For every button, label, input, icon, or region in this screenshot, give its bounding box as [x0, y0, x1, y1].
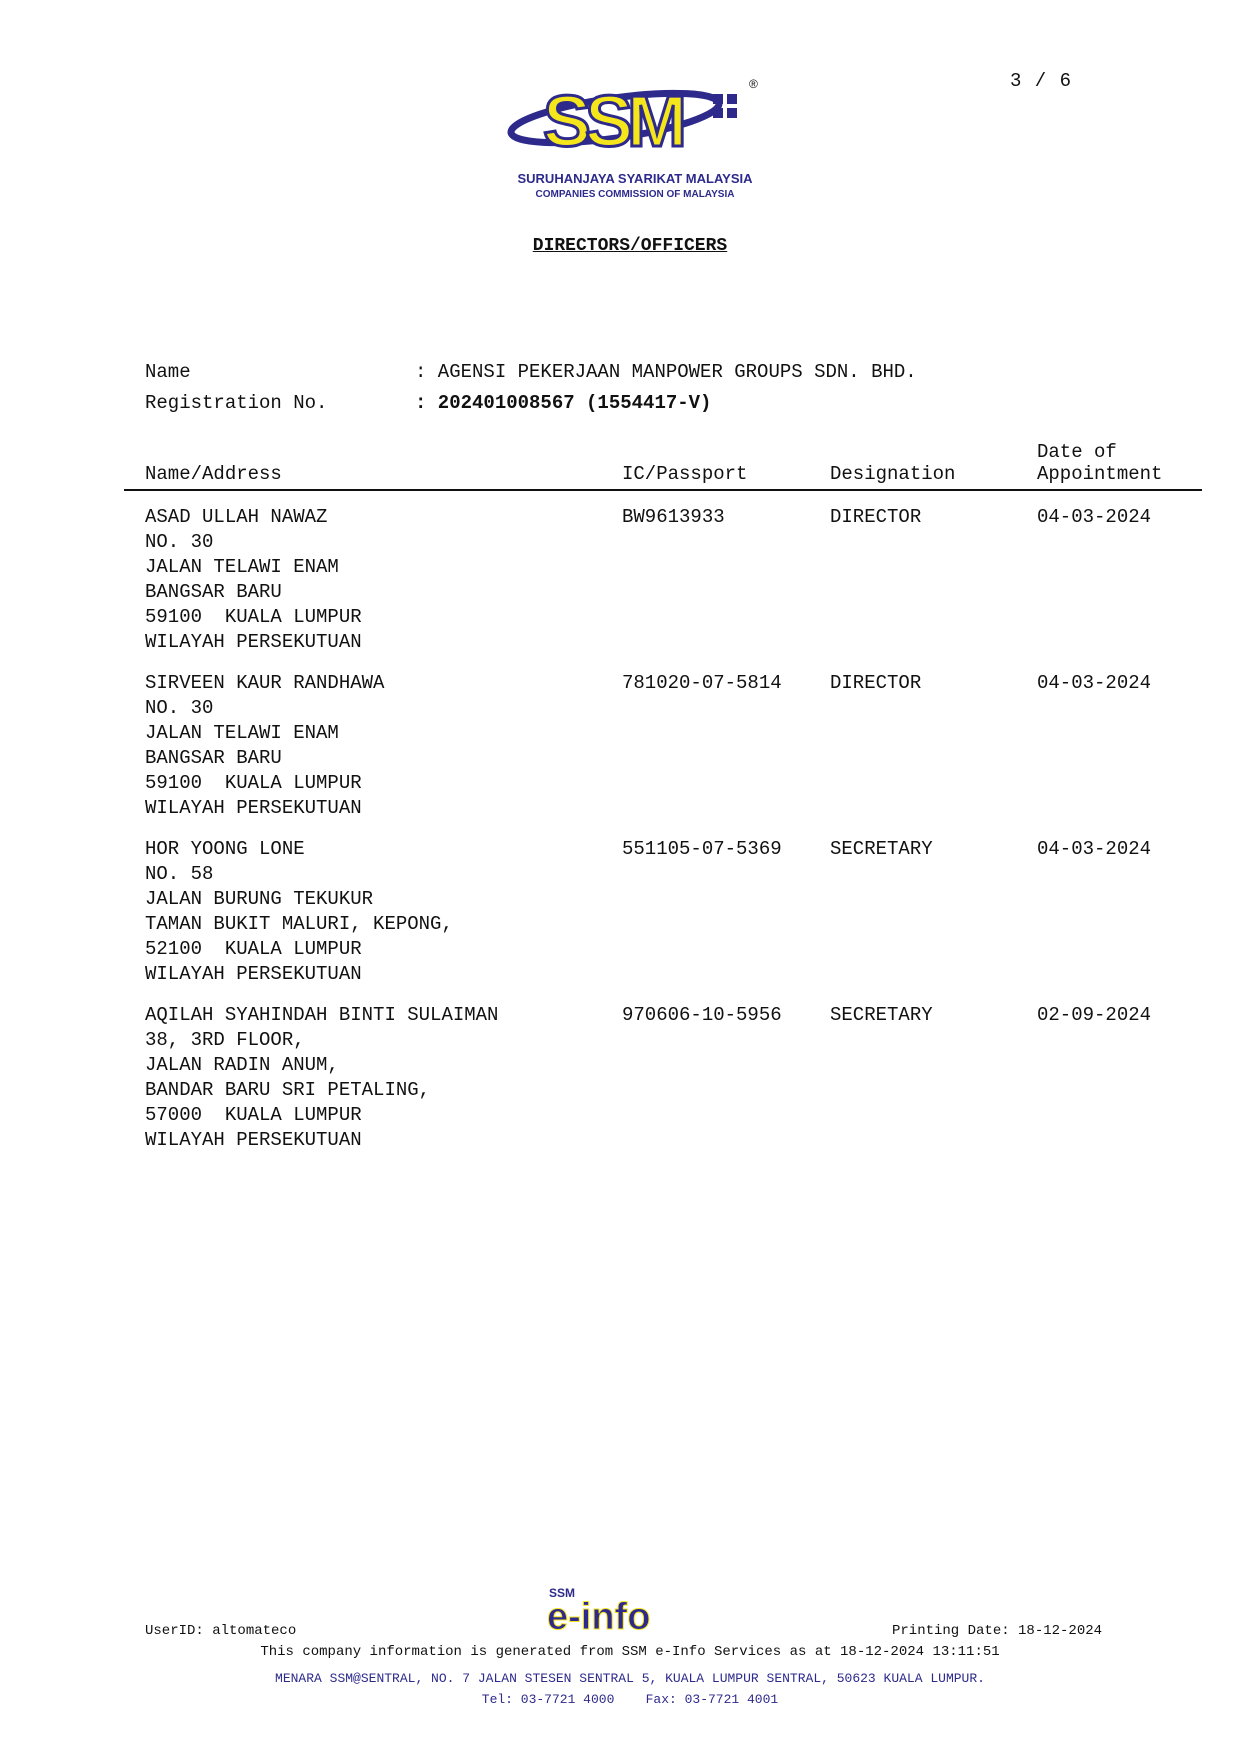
officer-appointment-date: 04-03-2024	[1037, 672, 1152, 694]
officer-ic: 551105-07-5369	[622, 838, 782, 860]
footer-user-id: UserID: altomateco	[145, 1623, 297, 1639]
ssm-logo	[505, 76, 765, 206]
registration-value: : 202401008567 (1554417-V)	[415, 392, 712, 414]
officer-designation: DIRECTOR	[830, 672, 922, 694]
table-row	[0, 505, 1241, 671]
officer-designation: DIRECTOR	[830, 506, 922, 528]
footer-generated-note: This company information is generated from SSM e-Info Services as at 18-12-2024 13:11:51	[260, 1644, 1000, 1660]
officer-appointment-date: 02-09-2024	[1037, 1004, 1152, 1026]
officer-designation: SECRETARY	[830, 838, 933, 860]
ssm-name-malay: SURUHANJAYA SYARIKAT MALAYSIA	[517, 171, 753, 186]
table-row	[0, 671, 1241, 837]
officer-name-address: HOR YOONG LONE NO. 58 JALAN BURUNG TEKUKUR TAMAN BUKIT MALURI, KEPONG, 52100 KUALA LUMPUR WILAYAH PERSEKUTUAN	[145, 838, 453, 985]
table-row	[0, 837, 1241, 1003]
officer-designation: SECRETARY	[830, 1004, 933, 1026]
einfo-logo-text: e-info	[547, 1596, 651, 1633]
column-header-ic-passport: IC/Passport	[622, 463, 748, 485]
einfo-logo-small: SSM	[549, 1586, 576, 1600]
officer-ic: 781020-07-5814	[622, 672, 782, 694]
page-number: 3 / 6	[1010, 70, 1073, 92]
footer-printing-date: Printing Date: 18-12-2024	[892, 1623, 1103, 1639]
officer-ic: 970606-10-5956	[622, 1004, 782, 1026]
column-header-date-of-appointment	[1037, 441, 1197, 485]
ssm-logo-text: SSM	[543, 82, 682, 162]
ssm-logo-mark	[505, 76, 765, 166]
officer-name-address: AQILAH SYAHINDAH BINTI SULAIMAN 38, 3RD FLOOR, JALAN RADIN ANUM, BANDAR BARU SRI PETALING, 57000 KUALA LUMPUR WILAYAH PERSEKUTUAN	[145, 1004, 499, 1151]
ssm-name-english: COMPANIES COMMISSION OF MALAYSIA	[535, 189, 735, 200]
officers-table-body	[0, 505, 1241, 1169]
column-header-date-line1: Date of	[1037, 441, 1117, 463]
registered-mark: ®	[749, 77, 758, 91]
officer-name-address: ASAD ULLAH NAWAZ NO. 30 JALAN TELAWI ENAM BANGSAR BARU 59100 KUALA LUMPUR WILAYAH PERSEKUTUAN	[145, 506, 362, 653]
einfo-logo	[545, 1585, 685, 1633]
registration-label: Registration No.	[145, 392, 328, 414]
company-name-label: Name	[145, 361, 191, 383]
einfo-logo-mark	[545, 1585, 685, 1633]
column-header-date-line2: Appointment	[1037, 463, 1163, 485]
officer-appointment-date: 04-03-2024	[1037, 838, 1152, 860]
footer-address: MENARA SSM@SENTRAL, NO. 7 JALAN STESEN SENTRAL 5, KUALA LUMPUR SENTRAL, 50623 KUALA LUMPUR.	[275, 1671, 985, 1686]
header-divider	[124, 489, 1202, 491]
officer-ic: BW9613933	[622, 506, 725, 528]
officer-name-address: SIRVEEN KAUR RANDHAWA NO. 30 JALAN TELAWI ENAM BANGSAR BARU 59100 KUALA LUMPUR WILAYAH PERSEKUTUAN	[145, 672, 385, 819]
footer-contact: Tel: 03-7721 4000 Fax: 03-7721 4001	[481, 1692, 779, 1707]
column-header-designation: Designation	[830, 463, 956, 485]
officer-appointment-date: 04-03-2024	[1037, 506, 1152, 528]
section-title: DIRECTORS/OFFICERS	[532, 236, 728, 256]
column-header-name-address: Name/Address	[145, 463, 282, 485]
company-name-value: : AGENSI PEKERJAAN MANPOWER GROUPS SDN. BHD.	[415, 361, 917, 383]
table-row	[0, 1003, 1241, 1169]
